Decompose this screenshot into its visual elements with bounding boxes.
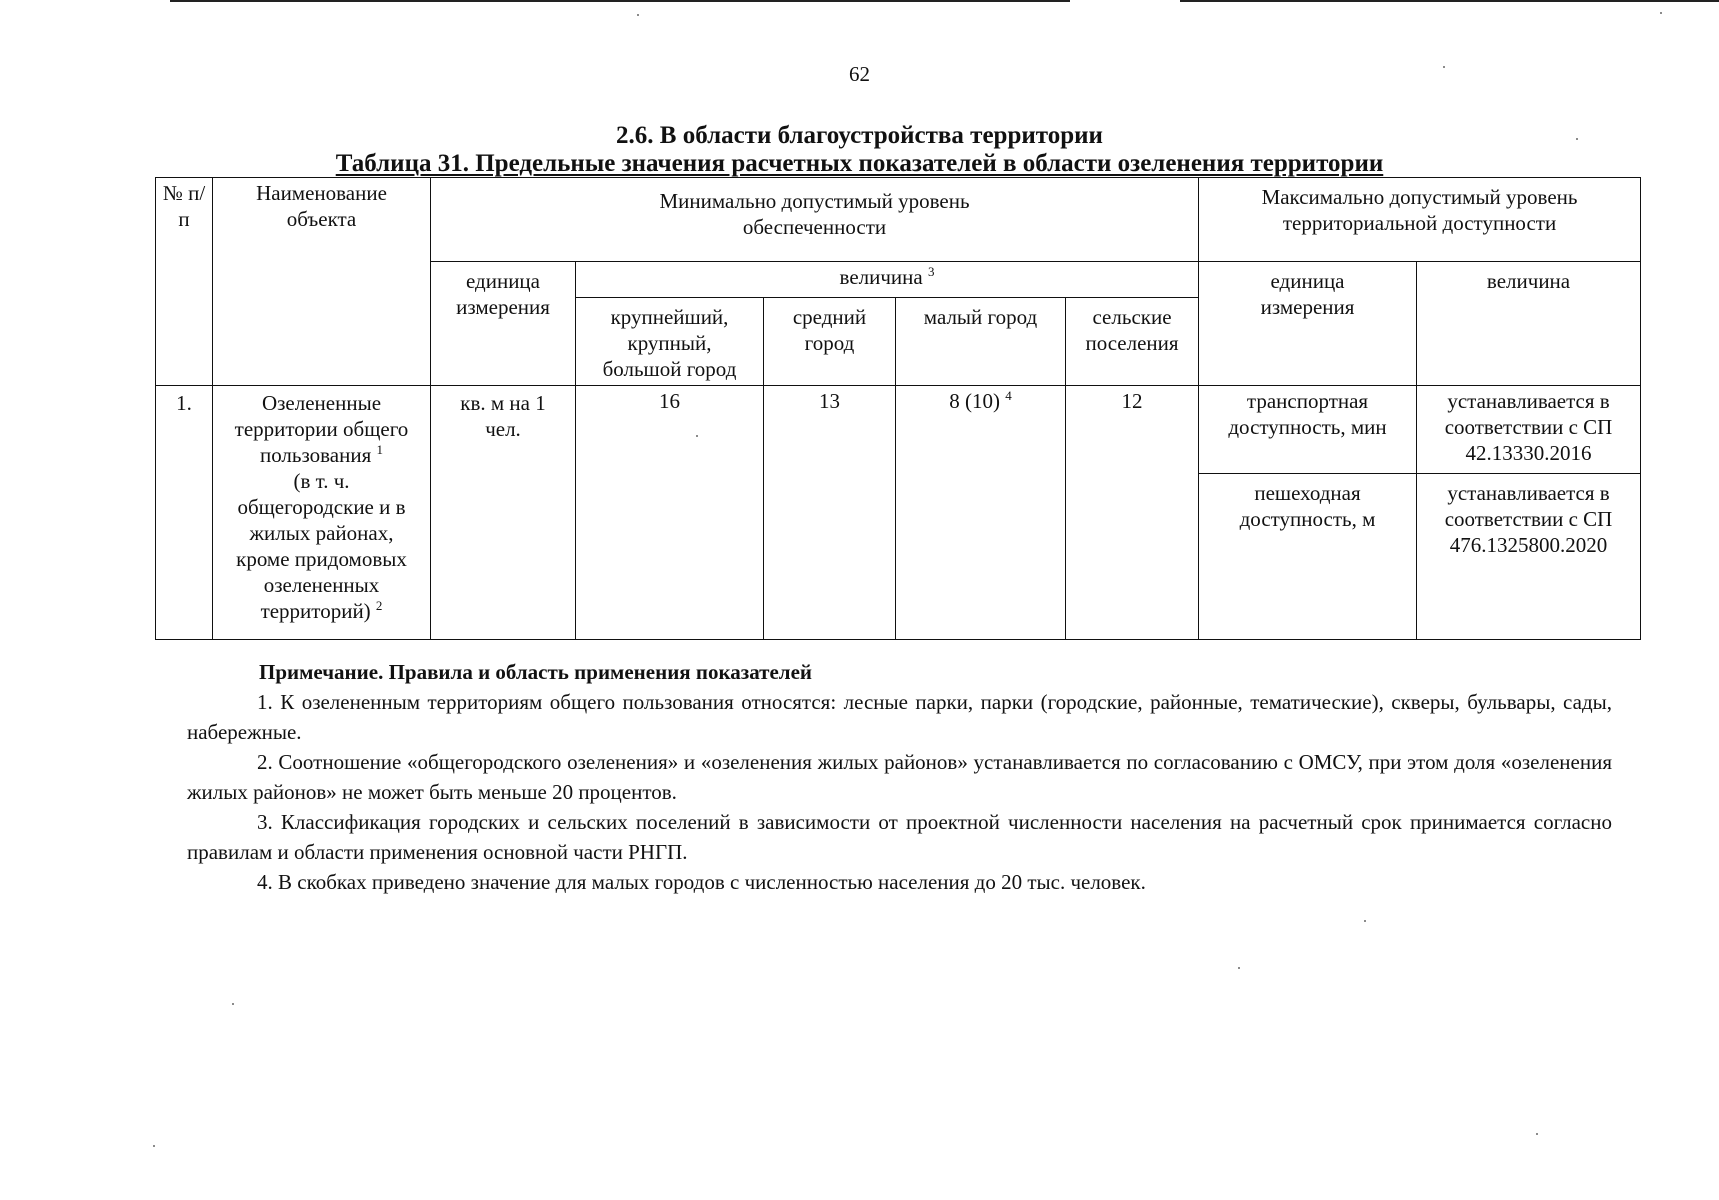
scan-speck [1238,967,1240,969]
header-min-group: Минимально допустимый уровень обеспеченности [431,178,1199,262]
scan-speck [1364,920,1366,922]
section-title: 2.6. В области благоустройства территории [616,122,1103,149]
footnote-mark: 1 [376,442,384,457]
footnote-mark: 3 [927,264,935,279]
scan-speck [1443,66,1445,68]
row-small-city-value: 8 (10) [949,389,1000,413]
row-largest-city: 16 [576,386,764,640]
note-item: 3. Классификация городских и сельских поселений в зависимости от проектной численности населения на расчетный срок принимается согласно правилам и области применения основной части РНГП. [187,810,1612,864]
header-max-unit: единица измерения [1199,262,1417,386]
table-caption-text: Таблица 31. Предельные значения расчетных показателей в области озеленения территории [335,150,1384,177]
row-name [213,386,431,640]
note-item: 1. К озелененным территориям общего пользования относятся: лесные парки, парки (городские, районные, тематические), скверы, бульвары, сады, набережные. [187,690,1612,744]
header-min-unit: единица измерения [431,262,576,386]
row-name-detail: (в т. ч. общегородские и в жилых районах, кроме придомовых озелененных территорий) [236,469,407,623]
scan-speck [696,435,698,437]
header-no: № п/п [156,178,213,386]
scan-speck [153,1145,155,1147]
table-header-row [156,178,1641,262]
scan-speck [1660,12,1662,14]
scan-edge-line [170,0,1070,2]
footnote-mark: 4 [1005,388,1012,403]
footnote-mark: 2 [375,598,383,613]
access-unit: пешеходная доступность, м [1199,474,1417,640]
indicators-table [155,177,1641,640]
header-min-value [576,262,1199,298]
notes-title: Примечание. Правила и область применения показателей [259,660,813,684]
header-medium-city: средний город [764,298,896,386]
notes [187,657,1612,897]
page-number: 62 [849,62,870,86]
scan-edge-line [1180,0,1719,2]
row-medium-city: 13 [764,386,896,640]
scan-speck [637,14,639,16]
access-value: устанавливается в соответствии с СП 476.1325800.2020 [1417,474,1641,640]
row-unit: кв. м на 1 чел. [431,386,576,640]
header-small-city: малый город [896,298,1066,386]
note-item: 2. Соотношение «общегородского озеленения» и «озеленения жилых районов» устанавливается по согласованию с ОМСУ, при этом доля «озеленения жилых районов» не может быть меньше 20 процентов. [187,750,1612,804]
table-caption [0,150,1719,178]
table-row [156,386,1641,474]
header-largest-city: крупнейший, крупный, большой город [576,298,764,386]
row-no: 1. [156,386,213,640]
header-name: Наименование объекта [213,178,431,386]
scan-speck [1536,1133,1538,1135]
scan-speck [232,1003,234,1005]
row-name-main: Озелененные территории общего пользования [234,391,409,467]
access-value: устанавливается в соответствии с СП 42.13330.2016 [1417,386,1641,474]
header-max-value: величина [1417,262,1641,386]
access-unit: транспортная доступность, мин [1199,386,1417,474]
scan-speck [1576,138,1578,140]
row-small-city [896,386,1066,640]
note-item: 4. В скобках приведено значение для малых городов с численностью населения до 20 тыс. человек. [257,870,1146,894]
header-min-value-text: величина [839,265,923,289]
row-rural: 12 [1066,386,1199,640]
header-max-group: Максимально допустимый уровень территориальной доступности [1199,178,1641,262]
header-rural: сельские поселения [1066,298,1199,386]
